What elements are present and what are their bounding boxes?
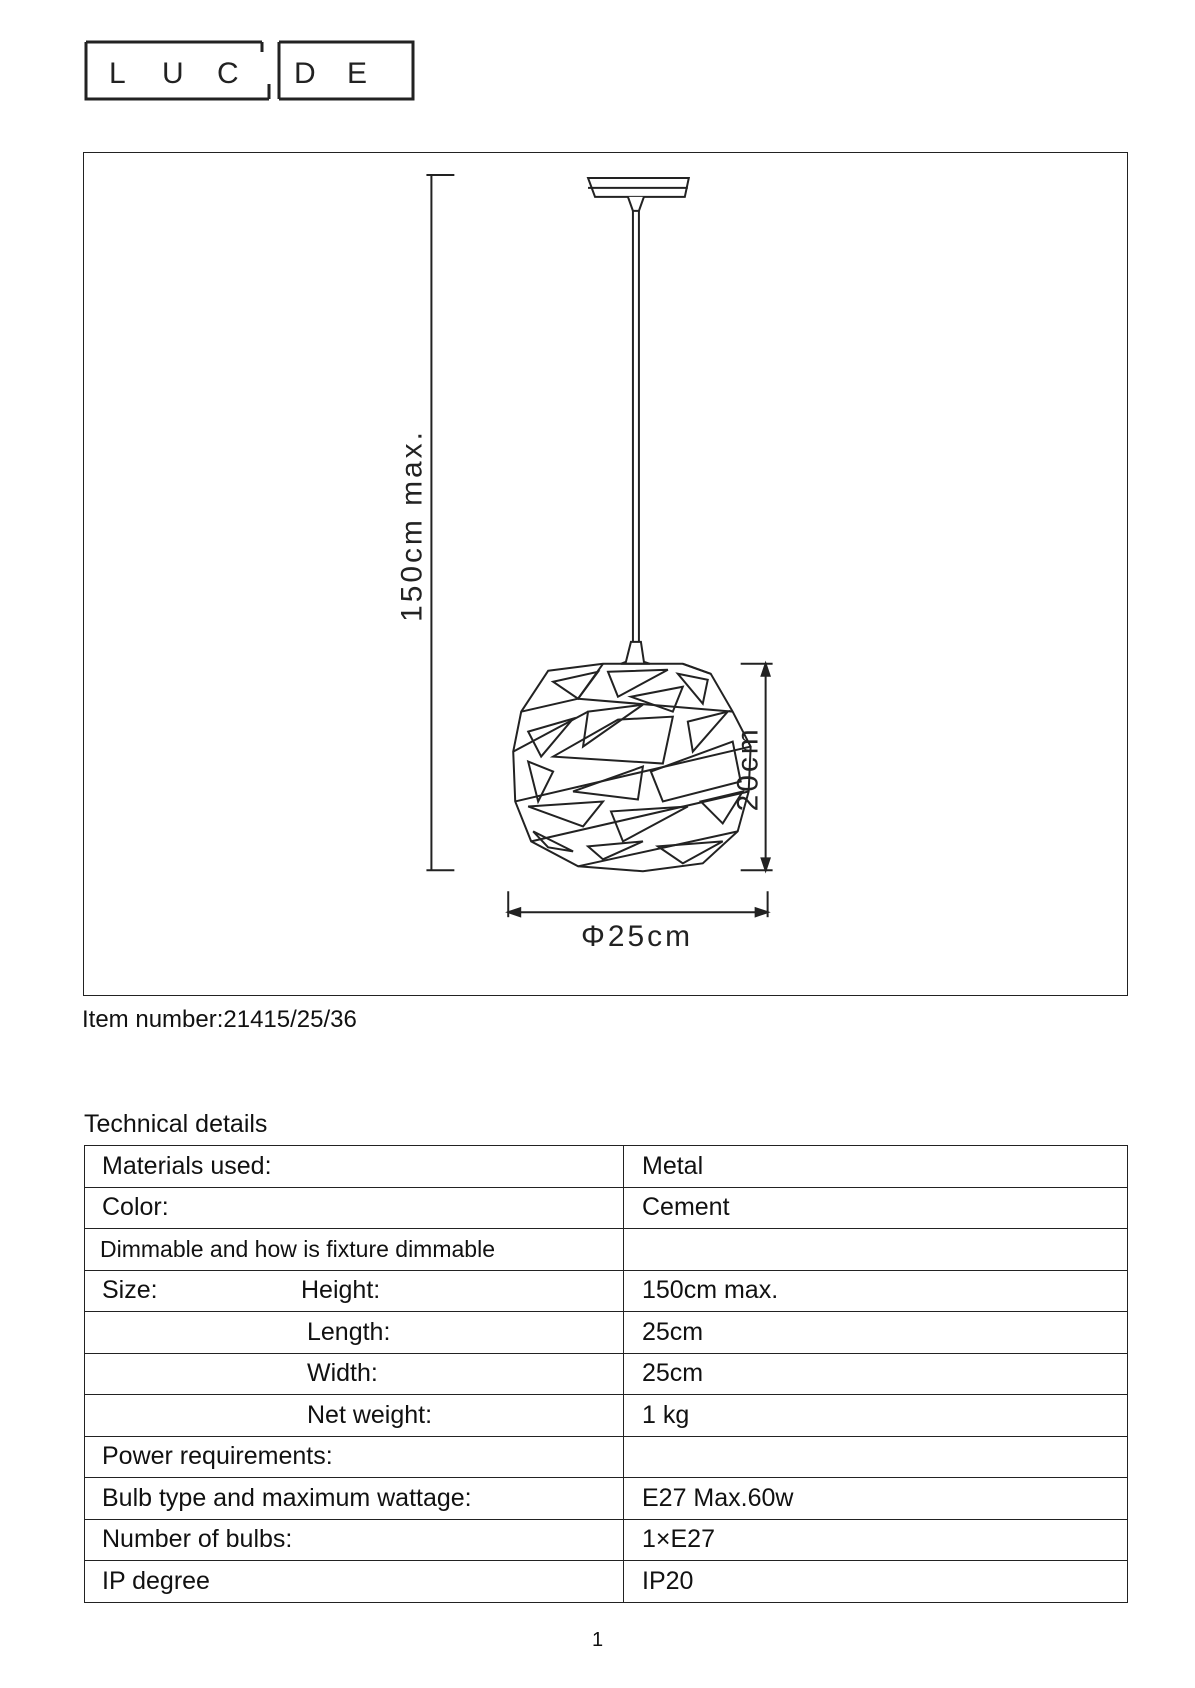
spec-value: E27 Max.60w — [624, 1478, 1128, 1520]
table-row — [85, 1561, 1128, 1603]
spec-value: IP20 — [624, 1561, 1128, 1603]
spec-value: 1 kg — [624, 1395, 1128, 1437]
technical-details-table — [84, 1145, 1128, 1603]
logo-graphic — [84, 40, 415, 101]
diameter-label: Φ25cm — [581, 920, 694, 954]
spec-value: 150cm max. — [624, 1270, 1128, 1312]
spec-value: Cement — [624, 1187, 1128, 1229]
spec-label: Number of bulbs: — [85, 1519, 624, 1561]
spec-label: Materials used: — [85, 1146, 624, 1188]
lucide-logo — [84, 40, 415, 101]
height-label: 150cm max. — [395, 429, 429, 622]
table-row — [85, 1229, 1128, 1271]
table-row — [85, 1519, 1128, 1561]
spec-value — [624, 1229, 1128, 1271]
spec-value: 25cm — [624, 1353, 1128, 1395]
technical-drawing — [83, 152, 1128, 996]
table-row — [85, 1187, 1128, 1229]
pendant-lamp-drawing — [84, 153, 1127, 995]
spec-value: 25cm — [624, 1312, 1128, 1354]
ceiling-canopy — [588, 178, 689, 211]
spec-label: Length: — [85, 1312, 624, 1354]
logo-letter-u: U — [162, 57, 184, 90]
logo-letter-d: D — [294, 57, 316, 90]
table-row — [85, 1146, 1128, 1188]
spec-value: 1×E27 — [624, 1519, 1128, 1561]
logo-letter-l: L — [109, 57, 126, 90]
suspension-cable — [633, 211, 639, 642]
spec-value: Metal — [624, 1146, 1128, 1188]
table-row — [85, 1270, 1128, 1312]
item-number: Item number:21415/25/36 — [82, 1006, 357, 1033]
spec-label: IP degree — [85, 1561, 624, 1603]
table-row — [85, 1436, 1128, 1478]
table-row — [85, 1478, 1128, 1520]
technical-details-title: Technical details — [84, 1110, 268, 1138]
spec-label: Height: — [301, 1276, 381, 1305]
table-row — [85, 1353, 1128, 1395]
logo-letter-c: C — [217, 57, 239, 90]
size-label-cell — [85, 1270, 624, 1312]
table-row — [85, 1395, 1128, 1437]
spec-label: Net weight: — [85, 1395, 624, 1437]
spec-label: Bulb type and maximum wattage: — [85, 1478, 624, 1520]
size-group-label: Size: — [102, 1276, 158, 1305]
spec-label: Dimmable and how is fixture dimmable — [85, 1229, 624, 1271]
diameter-dimension — [508, 891, 767, 917]
spec-value — [624, 1436, 1128, 1478]
table-row — [85, 1312, 1128, 1354]
spec-label: Color: — [85, 1187, 624, 1229]
height-dimension — [426, 175, 454, 870]
logo-letter-e: E — [347, 57, 368, 90]
geometric-shade — [513, 664, 750, 872]
shade-height-label: 20cm — [731, 726, 765, 812]
spec-label: Width: — [85, 1353, 624, 1395]
spec-label: Power requirements: — [85, 1436, 624, 1478]
page-number: 1 — [591, 1629, 604, 1651]
lamp-holder — [621, 642, 650, 664]
